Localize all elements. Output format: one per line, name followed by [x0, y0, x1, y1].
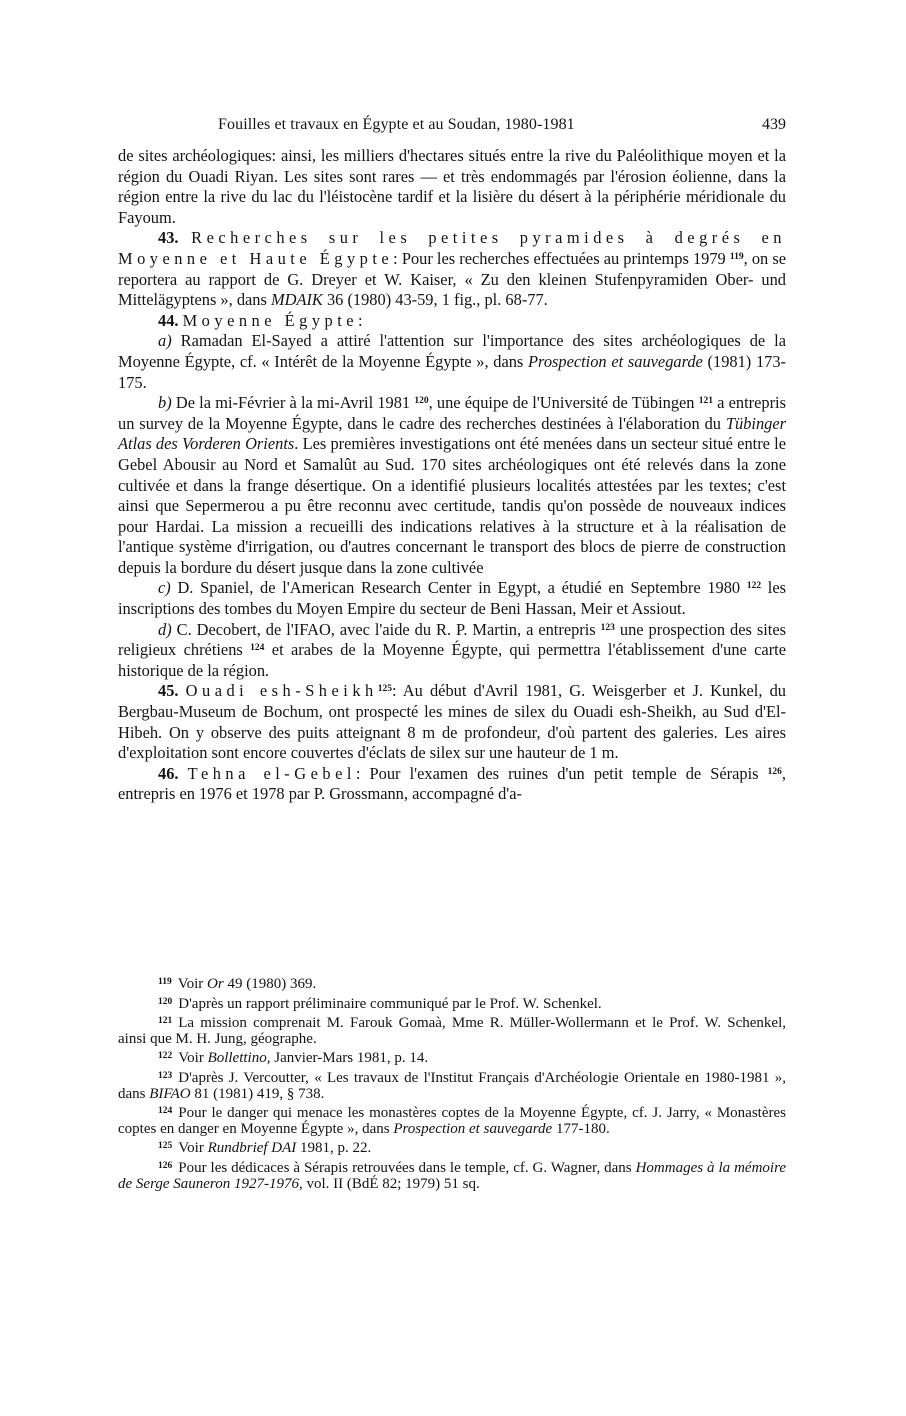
section-title: Tehna el-Gebel	[187, 763, 356, 783]
main-text	[118, 146, 786, 805]
section-title: Moyenne Égypte	[182, 310, 359, 330]
footnotes	[118, 975, 786, 1194]
footnote-ref: 125	[377, 684, 392, 695]
section-number: 44.	[158, 310, 179, 330]
section-number: 45.	[158, 681, 179, 701]
section-46: 46. Tehna el-Gebel: Pour l'examen des ruines d'un petit temple de Sérapis $^{126}$, entrepris en 1976 et 1978 par P. Grossmann, accompagné d'a-	[118, 763, 786, 804]
section-44-b: b) De la mi-Février à la mi-Avril 1981 $^{120}$, une équipe de l'Université de Tübingen $^{121}$ a entrepris un survey de la Moyenne Égypte, dans le cadre des recherches destinées à l'élaboration du Tübinger Atlas des Vorderen Orients. Les premières investigations ont été menées dans un secteur situé entre le Gebel Abousir au Nord et Samalût au Sud. 170 sites archéologiques ont été relevés dans la zone cultivée et dans la frange désertique. On a identifié plusieurs localités attestées par les textes; c'est ainsi que Sepermerou a pu être reconnu avec certitude, tandis qu'on possède de nouveaux indices pour Hardai. La mission a recueilli des indications relatives à la structure et à la réalisation de l'antique système d'irrigation, ou d'autres concernant le transport des blocs de pierre de construction depuis la bordure du désert jusque dans la zone cultivée	[118, 393, 786, 577]
running-header	[118, 112, 786, 138]
footnote-ref: 120	[414, 396, 429, 407]
section-44-c: c) D. Spaniel, de l'American Research Center in Egypt, a étudié en Septembre 1980 $^{122}$ les inscriptions des tombes du Moyen Empire du secteur de Beni Hassan, Meir et Assiout.	[118, 578, 787, 619]
footnote-123: $^{123}$ D'après J. Vercoutter, « Les travaux de l'Institut Français d'Archéologie Orientale en 1980-1981 », dans BIFAO 81 (1981) 419, § 738.	[118, 1069, 786, 1102]
footnote-ref: 126	[767, 766, 782, 777]
footnote-ref: 119	[729, 251, 744, 262]
item-label: c)	[158, 578, 171, 598]
page-number: 439	[762, 116, 786, 133]
footnote-ref: 124	[250, 643, 265, 654]
footnote-number: 123	[158, 1070, 173, 1081]
footnote-ref: 121	[698, 396, 713, 407]
footnote-number: 122	[158, 1051, 173, 1062]
footnote-ref: 122	[746, 581, 762, 592]
footnote-number: 126	[158, 1160, 173, 1171]
item-label: a)	[158, 331, 172, 351]
footnote-number: 119	[158, 977, 172, 987]
section-43: 43. Recherches sur les petites pyramides à degrés en Moyenne et Haute Égypte: Pour les recherches effectuées au printemps 1979 $^{119}$, on se reportera au rapport de G. Dreyer et W. Kaiser, « Zu den kleinen Stufenpyramiden Ober- und Mittelägyptens », dans MDAIK 36 (1980) 43-59, 1 fig., pl. 68-77.	[118, 228, 786, 310]
footnote-125: $^{125}$ Voir Rundbrief DAI 1981, p. 22.	[158, 1140, 372, 1157]
section-title: Recherches sur les petites pyramides à degrés en Moyenne et Haute Égypte	[118, 228, 786, 268]
item-label: d)	[158, 619, 172, 639]
section-44-a: a) Ramadan El-Sayed a attiré l'attention sur l'importance des sites archéologiques de la Moyenne Égypte, cf. « Intérêt de la Moyenne Égypte », dans Prospection et sauvegarde (1981) 173-175.	[118, 331, 787, 392]
footnote-126: $^{126}$ Pour les dédicaces à Sérapis retrouvées dans le temple, cf. G. Wagner, dans Hommages à la mémoire de Serge Sauneron 1927-1976, vol. II (BdÉ 82; 1979) 51 sq.	[118, 1159, 787, 1192]
footnote-ref: 123	[600, 622, 615, 633]
section-number: 46.	[158, 763, 179, 783]
running-title: Fouilles et travaux en Égypte et au Soudan, 1980-1981	[218, 116, 575, 133]
footnote-124: $^{124}$ Pour le danger qui menace les monastères coptes de la Moyenne Égypte, cf. J. Jarry, « Monastères coptes en danger en Moyenne Égypte », dans Prospection et sauvegarde 177-180.	[118, 1105, 786, 1137]
section-44-d: d) C. Decobert, de l'IFAO, avec l'aide du R. P. Martin, a entrepris $^{123}$ une prospection des sites religieux chrétiens $^{124}$ et arabes de la Moyenne Égypte, qui permettra l'établissement d'une carte historique de la région.	[118, 619, 786, 680]
page	[118, 112, 786, 805]
journal-abbrev: MDAIK	[270, 290, 323, 310]
paragraph-intro: de sites archéologiques: ainsi, les milliers d'hectares situés entre la rive du Paléolithique moyen et la région du Ouadi Riyan. Les sites sont rares — et très endommagés par l'érosion éolienne, dans la région entre la rive du lac du l'léistocène tardif et la lisière du désert à la périphérie méridionale du Fayoum.	[118, 146, 786, 227]
footnote-122: $^{122}$ Voir Bollettino, Janvier-Mars 1981, p. 14.	[158, 1050, 429, 1067]
footnote-119: $^{119}$ Voir Or 49 (1980) 369.	[158, 976, 317, 992]
footnote-121: $^{121}$ La mission comprenait M. Farouk Gomaà, Mme R. Müller-Wollermann et le Prof. W. Schenkel, ainsi que M. H. Jung, géographe.	[118, 1015, 786, 1047]
section-44: 44. Moyenne Égypte:	[158, 310, 363, 330]
footnote-number: 121	[158, 1016, 173, 1027]
footnote-120: $^{120}$ D'après un rapport préliminaire communiqué par le Prof. W. Schenkel.	[158, 995, 602, 1012]
footnote-number: 120	[158, 996, 173, 1007]
section-number: 43.	[158, 228, 179, 248]
section-45: 45. Ouadi esh-Sheikh$^{125}$: Au début d'Avril 1981, G. Weisgerber et J. Kunkel, du Bergbau-Museum de Bochum, ont prospecté les mines de silex du Ouadi esh-Sheikh, au Sud d'El-Hibeh. On y observe des puits atteignant 8 m de profondeur, d'où partent des galeries. Les aires d'exploitation sont encore couvertes d'éclats de silex sur une hauteur de 1 m.	[118, 681, 786, 763]
item-label: b)	[158, 393, 172, 413]
footnote-number: 125	[158, 1141, 173, 1152]
section-title: Ouadi esh-Sheikh	[185, 681, 378, 701]
footnote-number: 124	[158, 1106, 173, 1117]
